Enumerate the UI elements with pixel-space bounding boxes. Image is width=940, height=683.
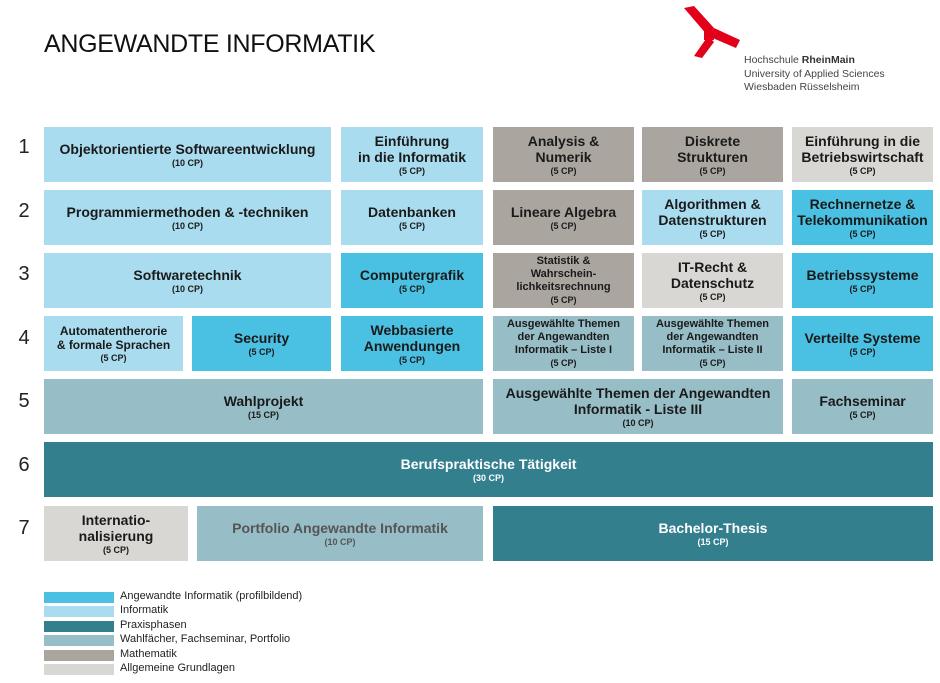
module-name: Fachseminar bbox=[819, 392, 906, 409]
module-name: Einführung in die Informatik bbox=[357, 132, 467, 165]
module-name: Rechnernetze & Telekommunikation bbox=[797, 195, 928, 228]
semester-number: 6 bbox=[18, 454, 30, 476]
module-credits: (5 CP) bbox=[699, 358, 726, 368]
module-automatentheorie bbox=[44, 316, 183, 371]
module-name: Webbasierte Anwendungen bbox=[363, 321, 461, 354]
module-credits: (5 CP) bbox=[248, 346, 275, 357]
module-ausgewaehlte-themen-liste-3 bbox=[493, 379, 783, 434]
module-lineare-algebra bbox=[493, 190, 634, 245]
module-name: Bachelor-Thesis bbox=[658, 519, 768, 536]
module-credits: (5 CP) bbox=[100, 352, 127, 363]
module-credits: (5 CP) bbox=[699, 228, 726, 239]
module-name: Datenbanken bbox=[368, 203, 456, 220]
module-credits: (5 CP) bbox=[398, 354, 425, 365]
module-credits: (5 CP) bbox=[849, 165, 876, 176]
module-algorithmen-datenstrukturen bbox=[642, 190, 783, 245]
module-name: Verteilte Systeme bbox=[804, 329, 921, 346]
module-name: Automatentherorie & formale Sprachen bbox=[56, 323, 171, 352]
module-credits: (15 CP) bbox=[697, 536, 729, 547]
module-internationalisierung bbox=[44, 506, 188, 561]
module-credits: (15 CP) bbox=[247, 409, 279, 420]
module-credits: (10 CP) bbox=[171, 283, 203, 294]
module-objektorientierte-softwareentwicklung bbox=[44, 127, 331, 182]
module-credits: (5 CP) bbox=[699, 165, 726, 176]
semester-number: 7 bbox=[18, 517, 30, 539]
logo-text bbox=[744, 54, 885, 95]
module-einfuehrung-betriebswirtschaft bbox=[792, 127, 933, 182]
legend-label: Praxisphasen bbox=[120, 619, 187, 631]
semester-number: 4 bbox=[18, 327, 30, 349]
module-name: Algorithmen & Datenstrukturen bbox=[658, 195, 767, 228]
module-betriebssysteme bbox=[792, 253, 933, 308]
legend-swatch bbox=[44, 621, 114, 632]
module-credits: (5 CP) bbox=[849, 283, 876, 294]
module-datenbanken bbox=[341, 190, 483, 245]
legend-label: Informatik bbox=[120, 604, 169, 616]
module-webbasierte-anwendungen bbox=[341, 316, 483, 371]
module-rechnernetze-telekommunikation bbox=[792, 190, 933, 245]
module-computergrafik bbox=[341, 253, 483, 308]
module-credits: (10 CP) bbox=[171, 157, 203, 168]
module-credits: (30 CP) bbox=[472, 472, 504, 483]
legend-label: Allgemeine Grundlagen bbox=[120, 662, 235, 674]
module-credits: (10 CP) bbox=[622, 417, 654, 428]
legend-swatch bbox=[44, 650, 114, 661]
semester-number: 1 bbox=[18, 136, 30, 158]
logo-line-2: University of Applied Sciences bbox=[744, 67, 885, 80]
module-name: Einführung in die Betriebswirtschaft bbox=[801, 132, 924, 165]
module-name: Computergrafik bbox=[359, 266, 465, 283]
module-portfolio bbox=[197, 506, 483, 561]
module-credits: (5 CP) bbox=[849, 409, 876, 420]
module-name: Ausgewählte Themen der Angewandten Informatik - Liste III bbox=[505, 384, 771, 417]
module-name: Berufspraktische Tätigkeit bbox=[400, 455, 577, 472]
module-credits: (5 CP) bbox=[699, 291, 726, 302]
module-credits: (5 CP) bbox=[398, 283, 425, 294]
logo-line-1-prefix: Hochschule bbox=[744, 54, 802, 66]
module-name: Portfolio Angewandte Informatik bbox=[232, 519, 448, 536]
module-credits: (5 CP) bbox=[550, 165, 577, 176]
module-verteilte-systeme bbox=[792, 316, 933, 371]
page-title: ANGEWANDTE INFORMATIK bbox=[44, 30, 376, 58]
logo-line-1-bold: RheinMain bbox=[801, 54, 855, 66]
legend-swatch bbox=[44, 635, 114, 646]
module-credits: (5 CP) bbox=[550, 358, 577, 368]
module-softwaretechnik bbox=[44, 253, 331, 308]
module-credits: (10 CP) bbox=[171, 220, 203, 231]
module-name: Lineare Algebra bbox=[510, 203, 617, 220]
logo-cross-icon bbox=[678, 6, 742, 62]
module-statistik-wahrscheinlichkeitsrechnung bbox=[493, 253, 634, 308]
module-programmiermethoden bbox=[44, 190, 331, 245]
module-ausgewaehlte-themen-liste-1 bbox=[493, 316, 634, 371]
legend-swatch bbox=[44, 606, 114, 617]
module-name: Internatio- nalisierung bbox=[78, 511, 154, 544]
module-name: IT-Recht & Datenschutz bbox=[670, 258, 755, 291]
module-credits: (10 CP) bbox=[324, 536, 356, 547]
module-diskrete-strukturen bbox=[642, 127, 783, 182]
module-name: Security bbox=[233, 329, 290, 346]
module-credits: (5 CP) bbox=[849, 228, 876, 239]
module-it-recht-datenschutz bbox=[642, 253, 783, 308]
module-einfuehrung-informatik bbox=[341, 127, 483, 182]
module-wahlprojekt bbox=[44, 379, 483, 434]
legend-swatch bbox=[44, 592, 114, 603]
semester-number: 2 bbox=[18, 200, 30, 222]
module-name: Analysis & Numerik bbox=[527, 132, 600, 165]
module-name: Wahlprojekt bbox=[223, 392, 304, 409]
module-name: Ausgewählte Themen der Angewandten Informatik – Liste I bbox=[506, 318, 621, 356]
module-name: Betriebssysteme bbox=[806, 266, 919, 283]
semester-number: 3 bbox=[18, 263, 30, 285]
module-name: Softwaretechnik bbox=[133, 266, 242, 283]
module-credits: (5 CP) bbox=[550, 295, 577, 305]
module-name: Objektorientierte Softwareentwicklung bbox=[59, 140, 316, 157]
semester-number: 5 bbox=[18, 390, 30, 412]
module-security bbox=[192, 316, 331, 371]
module-analysis-numerik bbox=[493, 127, 634, 182]
module-name: Programmiermethoden & -techniken bbox=[66, 203, 309, 220]
legend-swatch bbox=[44, 664, 114, 675]
module-name: Statistik & Wahrschein- lichkeitsrechnung bbox=[516, 255, 611, 293]
legend-label: Mathematik bbox=[120, 648, 177, 660]
module-ausgewaehlte-themen-liste-2 bbox=[642, 316, 783, 371]
module-fachseminar bbox=[792, 379, 933, 434]
module-credits: (5 CP) bbox=[849, 346, 876, 357]
module-credits: (5 CP) bbox=[398, 165, 425, 176]
logo-line-1 bbox=[744, 54, 885, 68]
module-credits: (5 CP) bbox=[102, 544, 129, 555]
module-berufspraktische-taetigkeit bbox=[44, 442, 933, 497]
university-logo bbox=[678, 6, 918, 96]
legend-label: Wahlfächer, Fachseminar, Portfolio bbox=[120, 633, 291, 645]
module-credits: (5 CP) bbox=[550, 220, 577, 231]
module-name: Diskrete Strukturen bbox=[677, 132, 748, 165]
logo-line-3: Wiesbaden Rüsselsheim bbox=[744, 81, 860, 93]
module-bachelor-thesis bbox=[493, 506, 933, 561]
legend-label: Angewandte Informatik (profilbildend) bbox=[120, 590, 303, 602]
module-credits: (5 CP) bbox=[398, 220, 425, 231]
module-name: Ausgewählte Themen der Angewandten Informatik – Liste II bbox=[655, 318, 770, 356]
